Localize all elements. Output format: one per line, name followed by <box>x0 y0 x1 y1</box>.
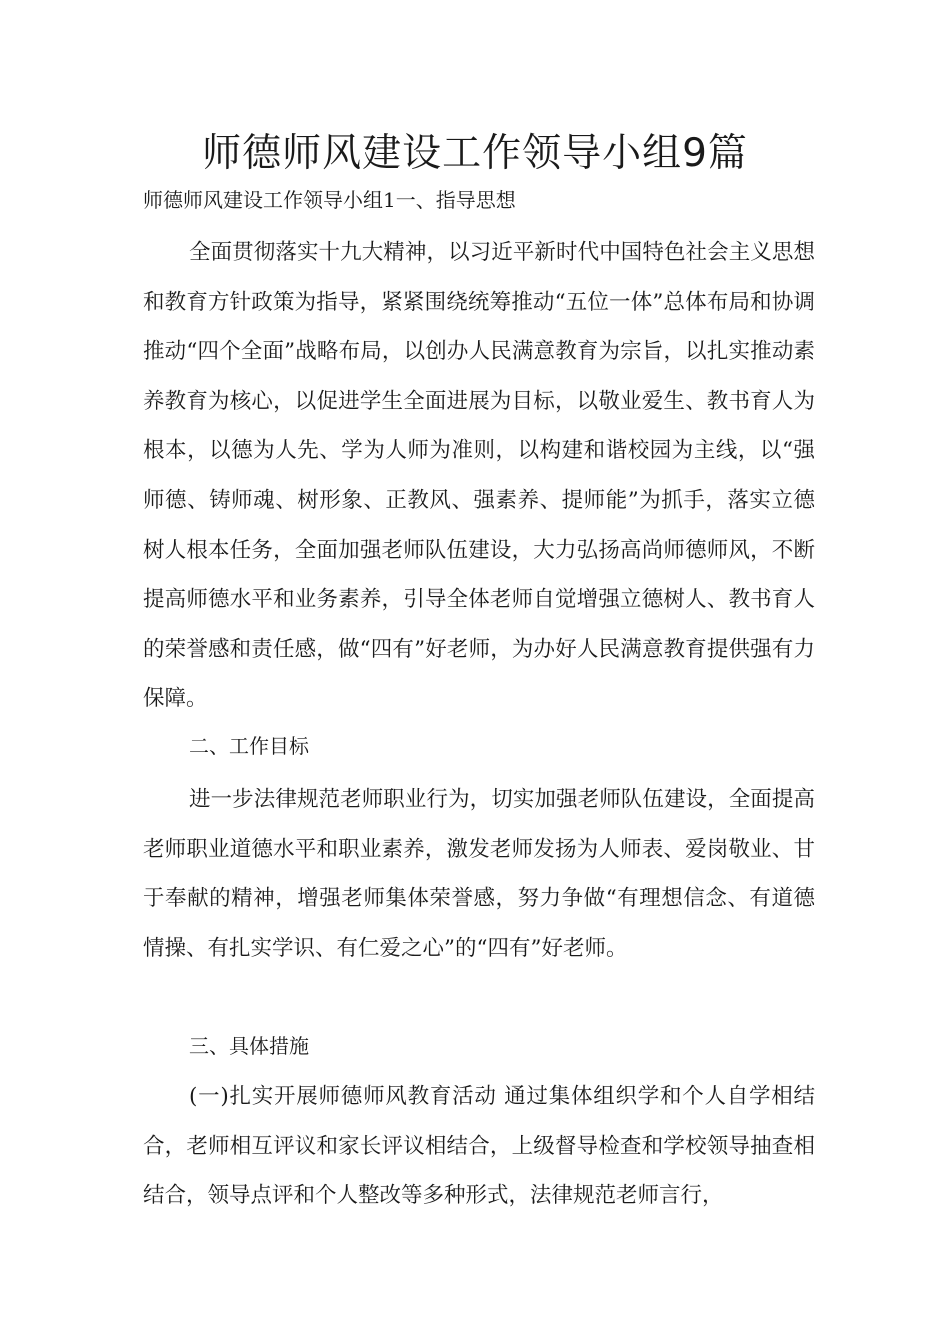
paragraph-work-goals: 进一步法律规范老师职业行为，切实加强老师队伍建设，全面提高老师职业道德水平和职业素养，激发老师发扬为人师表、爱岗敬业、甘于奉献的精神，增强老师集体荣誉感，努力争做“有理想信念、有道德情操、有扎实学识、有仁爱之心”的“四有”好老师。 <box>143 787 815 961</box>
document-title: 师德师风建设工作领导小组9篇 <box>202 131 748 176</box>
heading-work-goals: 二、工作目标 <box>189 734 309 758</box>
heading-specific-measures: 三、具体措施 <box>189 1034 309 1058</box>
paragraph-specific-measures: (一)扎实开展师德师风教育活动 通过集体组织学和个人自学相结合，老师相互评议和家长评议相结合，上级督导检查和学校领导抽查相结合，领导点评和个人整改等多种形式，法律规范老师言行， <box>143 1084 815 1209</box>
document-subtitle: 师德师风建设工作领导小组1一、指导思想 <box>143 188 516 212</box>
paragraph-guiding-ideology: 全面贯彻落实十九大精神，以习近平新时代中国特色社会主义思想和教育方针政策为指导，紧紧围绕统筹推动“五位一体”总体布局和协调推动“四个全面”战略布局，以创办人民满意教育为宗旨，以扎实推动素养教育为核心，以促进学生全面进展为目标，以敬业爱生、教书育人为根本，以德为人先、学为人师为准则，以构建和谐校园为主线，以“强师德、铸师魂、树形象、正教风、强素养、提师能”为抓手，落实立德树人根本任务，全面加强老师队伍建设，大力弘扬高尚师德师风，不断提高师德水平和业务素养，引导全体老师自觉增强立德树人、教书育人的荣誉感和责任感，做“四有”好老师，为办好人民满意教育提供强有力保障。 <box>143 240 815 712</box>
